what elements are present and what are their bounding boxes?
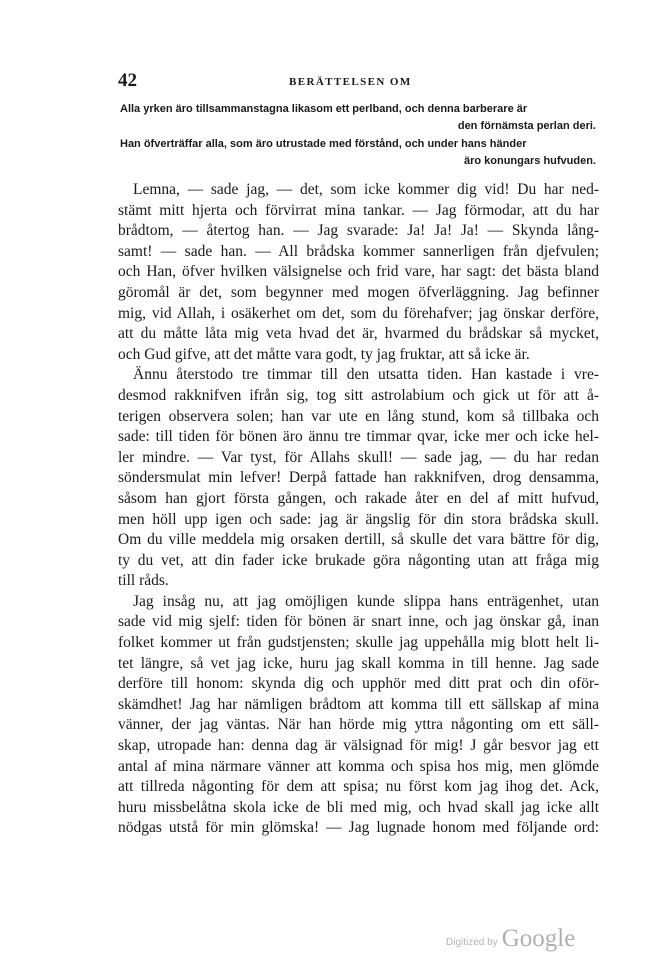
verse-line: äro konungars hufvuden. [463, 155, 596, 167]
text-line: brådtom, — återtog han. — Jag svarade: Ja! Ja! Ja! — Skynda lång- [118, 222, 599, 240]
text-line: skap, utropade han: denna dag är välsignad för mig! J går besvor jag ett [118, 737, 599, 755]
text-line: Jag insåg nu, att jag omöjligen kunde slippa hans enträgenhet, utan [133, 592, 599, 610]
text-line: att tillreda någonting för dem att spisa; nu först kom jag ihog det. Ack, [118, 778, 599, 796]
text-line: derföre till honom: skynda dig och upphör med ditt prat och din oför- [118, 675, 599, 693]
text-line: och Gud gifve, att det måtte vara godt, ty jag fruktar, att så icke är. [118, 345, 530, 363]
text-line: antal af mina närmare vänner att komma och spisa hos mig, men glömde [118, 757, 599, 775]
text-line: tet längre, så vet jag icke, huru jag skall komma in till henne. Jag sade [118, 654, 599, 672]
text-line: sade: till tiden för bönen äro ännu tre timmar qvar, icke mer och icke hel- [118, 428, 599, 446]
page-number: 42 [118, 70, 137, 91]
text-line: mig, vid Allah, i osäkerhet om det, som du förehafver; jag önskar derföre, [118, 304, 599, 322]
text-line: Lemna, — sade jag, — det, som icke kommer dig vid! Du har ned- [133, 181, 599, 198]
text-line: desmod rakknifven ifrån sig, tog sitt astrolabium och gick ut för att å- [118, 386, 599, 404]
text-line: Ännu återstodo tre timmar till den utsatta tiden. Han kastade i vre- [133, 366, 599, 384]
verse-line: Han öfverträffar alla, som äro utrustade med förstånd, och under hans händer [120, 138, 527, 150]
text-line: terigen observera solen; han var ute en lång stund, kom så tillbaka och [118, 407, 599, 425]
text-line: vänner, der jag väntas. När han hörde mig yttra någonting om ett säll- [118, 716, 599, 734]
text-line: och Han, öfver hvilken välsignelse och frid vare, har sagt: det bästa bland [118, 263, 599, 281]
text-line: folket kommer ut från gudstjensten; skulle jag uppehålla mig blott helt li- [118, 634, 599, 652]
verse-line: Alla yrken äro tillsammanstagna likasom ett perlband, och denna barberare är [120, 103, 528, 115]
text-line: huru missbelåtna skola icke de bli med mig, och hvad skall jag icke allt [118, 798, 599, 816]
text-line: stämt mitt hjerta och förvirrat mina tankar. — Jag förmodar, att du har [118, 201, 599, 219]
text-line: skämdhet! Jag har nämligen brådtom att komma till ett sällskap af mina [118, 695, 599, 713]
text-line: såsom han gjort första gången, och rakade åter en del af mitt hufvud, [118, 489, 599, 507]
digitized-watermark [446, 923, 575, 953]
text-line: Om du ville meddela mig orsaken dertill, så skulle det vara bättre för dig, [118, 531, 599, 549]
running-head: BERÄTTELSEN OM [289, 76, 412, 88]
body-text [118, 180, 599, 839]
text-line: men höll upp igen och sade: jag är ängslig för din stora brådska skull. [118, 510, 599, 528]
text-line: ler mindre. — Var tyst, för Allahs skull! — sade jag, — du har redan [118, 448, 599, 466]
text-line: göromål är det, som begynner med mogen öfverläggning. Jag befinner [118, 283, 599, 301]
text-line: söndersmulat min lefver! Derpå fattade han rakknifven, drog densamma, [118, 469, 599, 487]
text-line: sade vid mig sjelf: tiden för bönen är snart inne, och jag önskar gå, inan [118, 613, 599, 631]
watermark-brand: Google [501, 925, 576, 952]
page-header [118, 70, 602, 94]
text-line: samt! — sade han. — All brådska kommer sannerligen från djefvulen; [118, 242, 599, 260]
text-line: ty du vet, att din fader icke brukade göra någonting utan att fråga mig [118, 551, 599, 569]
watermark-prefix: Digitized by [446, 937, 498, 948]
text-line: att du måtte låta mig veta hvad det är, hvarmed du brådskar så mycket, [118, 325, 599, 343]
verse-line: den förnämsta perlan deri. [457, 120, 596, 132]
text-line: till råds. [118, 572, 169, 590]
text-line: nödgas utstå för min glömska! — Jag lugnade honom med följande ord: [118, 819, 599, 837]
